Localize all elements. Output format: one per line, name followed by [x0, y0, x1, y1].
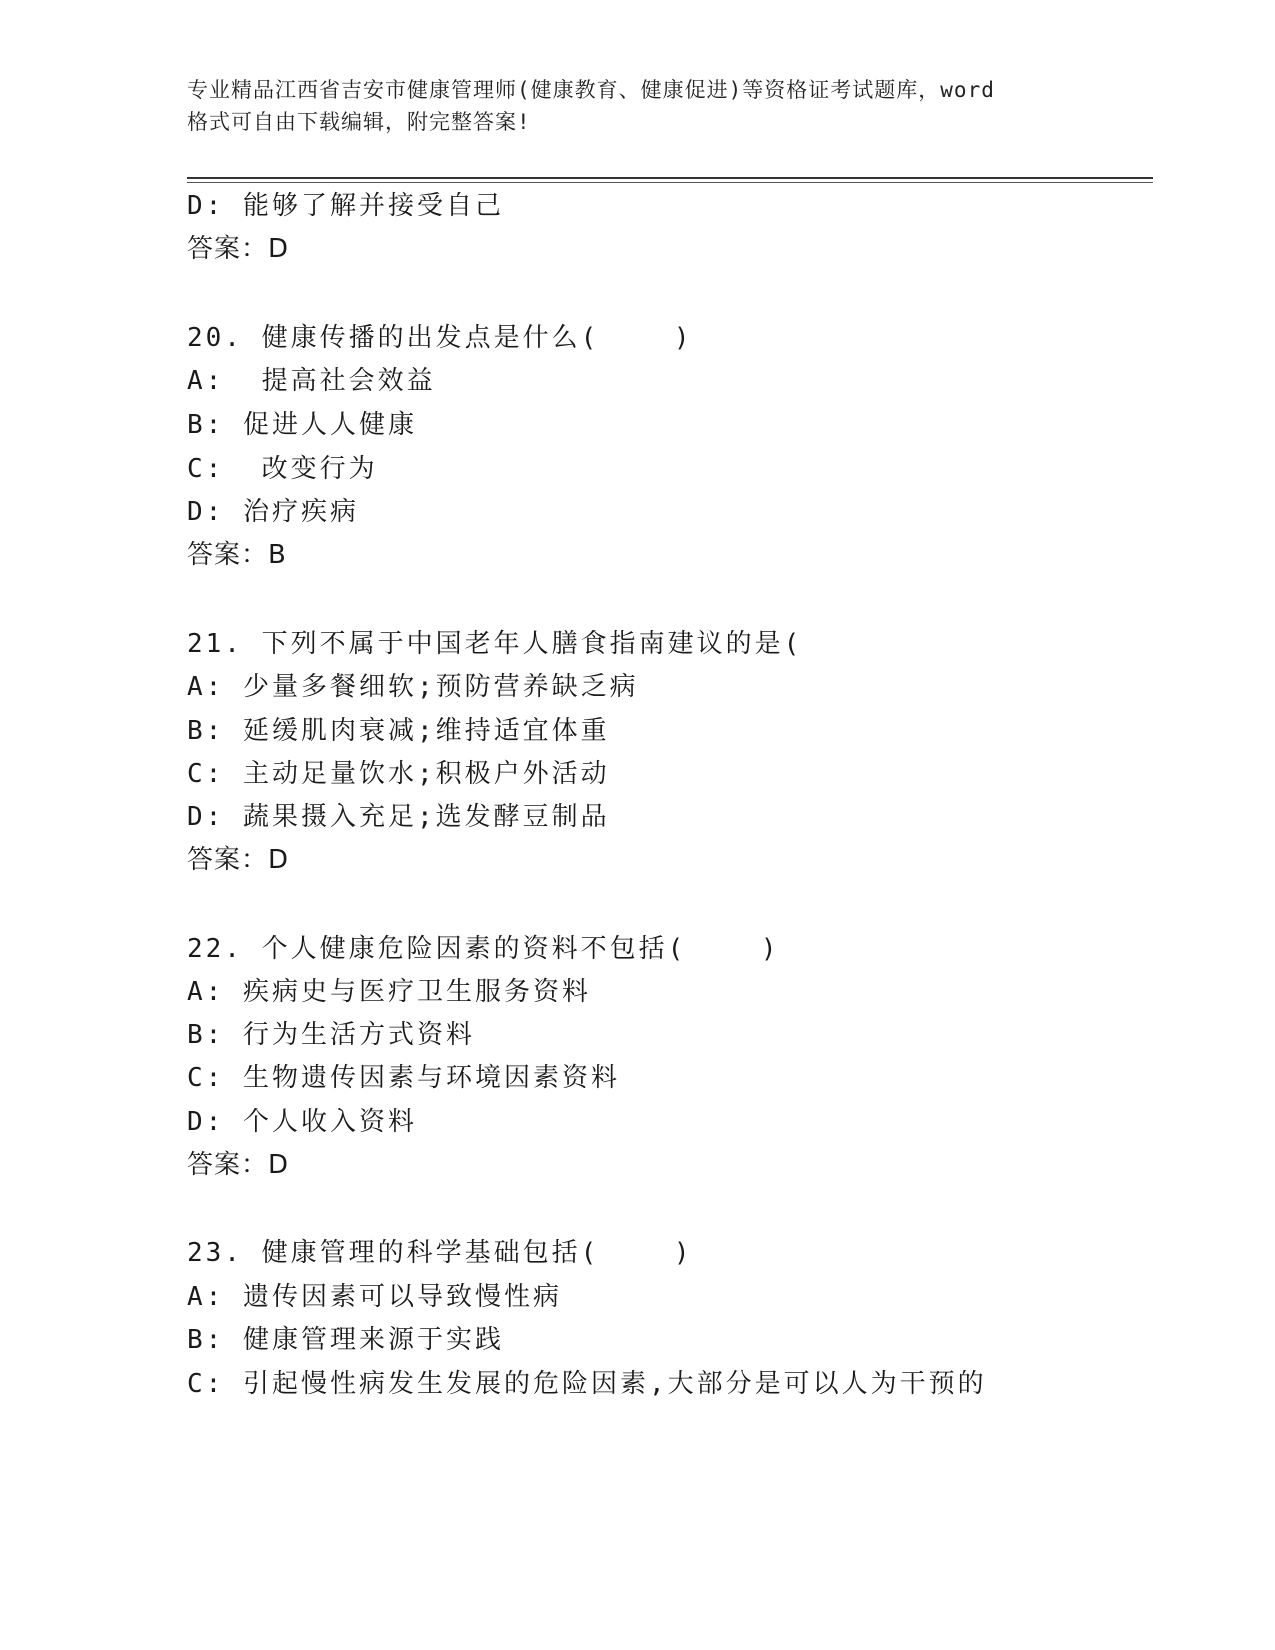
q22-answer: 答案：D [187, 1150, 290, 1180]
q23-option-c: C: 引起慢性病发生发展的危险因素,大部分是可以人为干预的 [187, 1369, 987, 1399]
q19-option-d: D: 能够了解并接受自己 [187, 191, 504, 221]
q21-option-a: A: 少量多餐细软;预防营养缺乏病 [187, 672, 639, 702]
q20-question: 20. 健康传播的出发点是什么( ) [187, 323, 693, 353]
q21-answer: 答案：D [187, 845, 290, 875]
q22-option-b: B: 行为生活方式资料 [187, 1020, 475, 1050]
q20-option-c: C: 改变行为 [187, 454, 378, 484]
q22-question: 22. 个人健康危险因素的资料不包括( ) [187, 934, 780, 964]
q21-option-b: B: 延缓肌肉衰减;维持适宜体重 [187, 716, 610, 746]
q23-option-a: A: 遗传因素可以导致慢性病 [187, 1282, 562, 1312]
q23-question: 23. 健康管理的科学基础包括( ) [187, 1238, 693, 1268]
header-line-1: 专业精品江西省吉安市健康管理师(健康教育、健康促进)等资格证考试题库，word [187, 78, 995, 102]
q21-option-d: D: 蔬果摄入充足;选发酵豆制品 [187, 802, 610, 832]
q20-option-b: B: 促进人人健康 [187, 410, 417, 440]
q19-answer: 答案：D [187, 234, 290, 264]
q22-option-a: A: 疾病史与医疗卫生服务资料 [187, 977, 591, 1007]
q22-option-c: C: 生物遗传因素与环境因素资料 [187, 1063, 620, 1093]
header-divider-thick [187, 177, 1153, 179]
q20-option-d: D: 治疗疾病 [187, 497, 359, 527]
q21-question: 21. 下列不属于中国老年人膳食指南建议的是( [187, 629, 803, 659]
q20-option-a: A: 提高社会效益 [187, 366, 436, 396]
header-divider-thin [187, 182, 1153, 183]
q21-option-c: C: 主动足量饮水;积极户外活动 [187, 759, 610, 789]
q20-answer: 答案：B [187, 540, 287, 570]
header-line-2: 格式可自由下载编辑，附完整答案! [187, 110, 531, 134]
q23-option-b: B: 健康管理来源于实践 [187, 1325, 504, 1355]
document-header [187, 74, 1087, 138]
q22-option-d: D: 个人收入资料 [187, 1107, 417, 1137]
